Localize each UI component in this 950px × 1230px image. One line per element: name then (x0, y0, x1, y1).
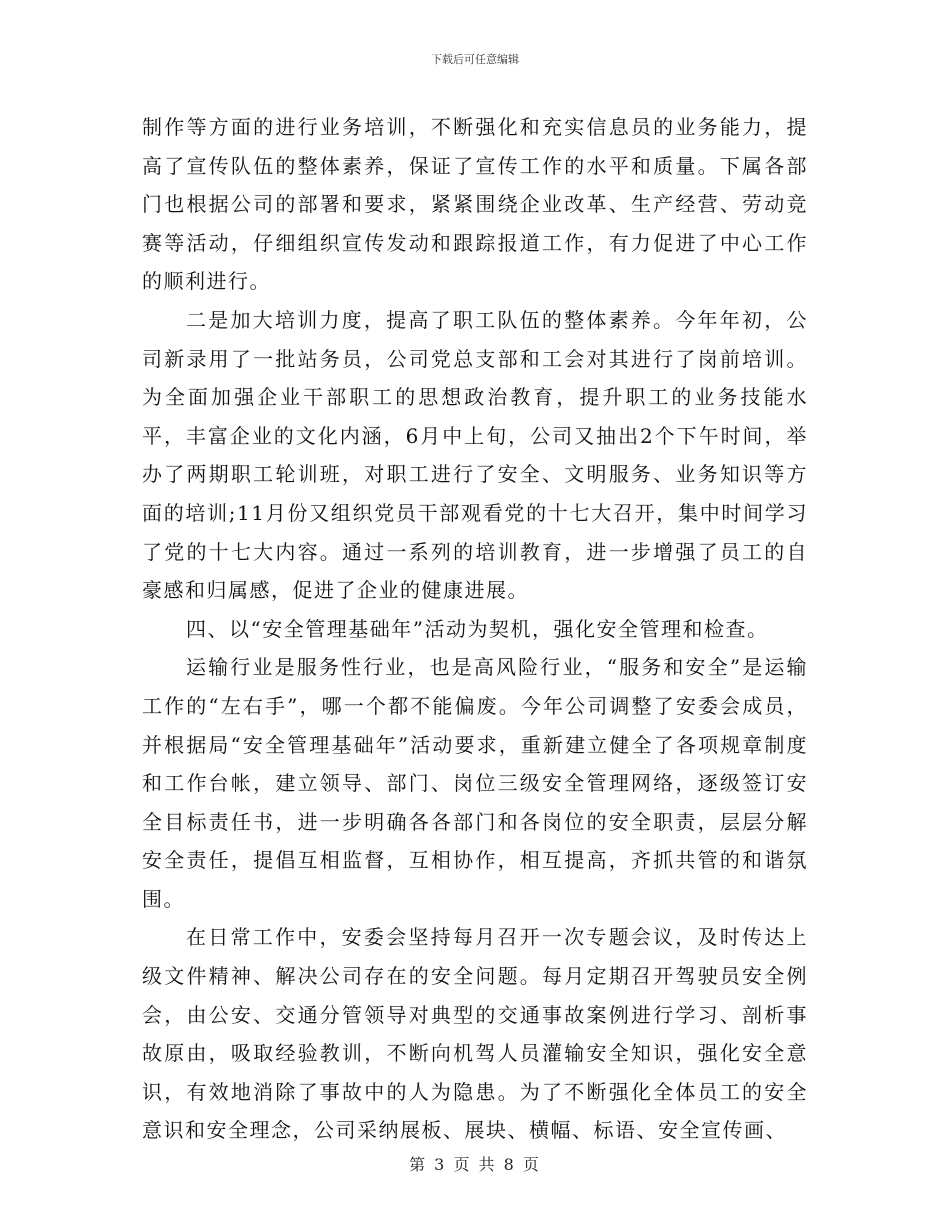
paragraph-1: 制作等方面的进行业务培训，不断强化和充实信息员的业务能力，提高了宣传队伍的整体素养，保证了宣传工作的水平和质量。下属各部门也根据公司的部署和要求，紧紧围绕企业改革、生产经营、劳动竞赛等活动，仔细组织宣传发动和跟踪报道工作，有力促进了中心工作的顺利进行。 (142, 115, 808, 294)
document-body (142, 108, 808, 1150)
section-heading-4: 四、以“安全管理基础年”活动为契机，强化安全管理和检查。 (186, 616, 769, 641)
paragraph-3: 运输行业是服务性行业，也是高风险行业，“服务和安全”是运输工作的“左右手”，哪一个都不能偏废。今年公司调整了安委会成员，并根据局“安全管理基础年”活动要求，重新建立健全了各项规章制度和工作台帐，建立领导、部门、岗位三级安全管理网络，逐级签订安全目标责任书，进一步明确各各部门和各岗位的安全职责，层层分解安全责任，提倡互相监督，互相协作，相互提高，齐抓共管的和谐氛围。 (142, 655, 808, 911)
paragraph-4: 在日常工作中，安委会坚持每月召开一次专题会议，及时传达上级文件精神、解决公司存在的安全问题。每月定期召开驾驶员安全例会，由公安、交通分管领导对典型的交通事故案例进行学习、剖析事故原由，吸取经验教训，不断向机驾人员灌输安全知识，强化安全意识，有效地消除了事故中的人为隐患。为了不断强化全体员工的安全意识和安全理念，公司采纳展板、展块、横幅、标语、安全宣传画、 (142, 925, 808, 1143)
page-header-note: 下载后可任意编辑 (431, 53, 519, 66)
paragraph-2: 二是加大培训力度，提高了职工队伍的整体素养。今年年初，公司新录用了一批站务员，公司党总支部和工会对其进行了岗前培训。为全面加强企业干部职工的思想政治教育，提升职工的业务技能水平，丰富企业的文化内涵，6月中上旬，公司又抽出2个下午时间，举办了两期职工轮训班，对职工进行了安全、文明服务、业务知识等方面的培训;11月份又组织党员干部观看党的十七大召开，集中时间学习了党的十七大内容。通过一系列的培训教育，进一步增强了员工的自豪感和归属感，促进了企业的健康进展。 (142, 307, 808, 603)
page-number: 第 3 页 共 8 页 (409, 1155, 541, 1174)
